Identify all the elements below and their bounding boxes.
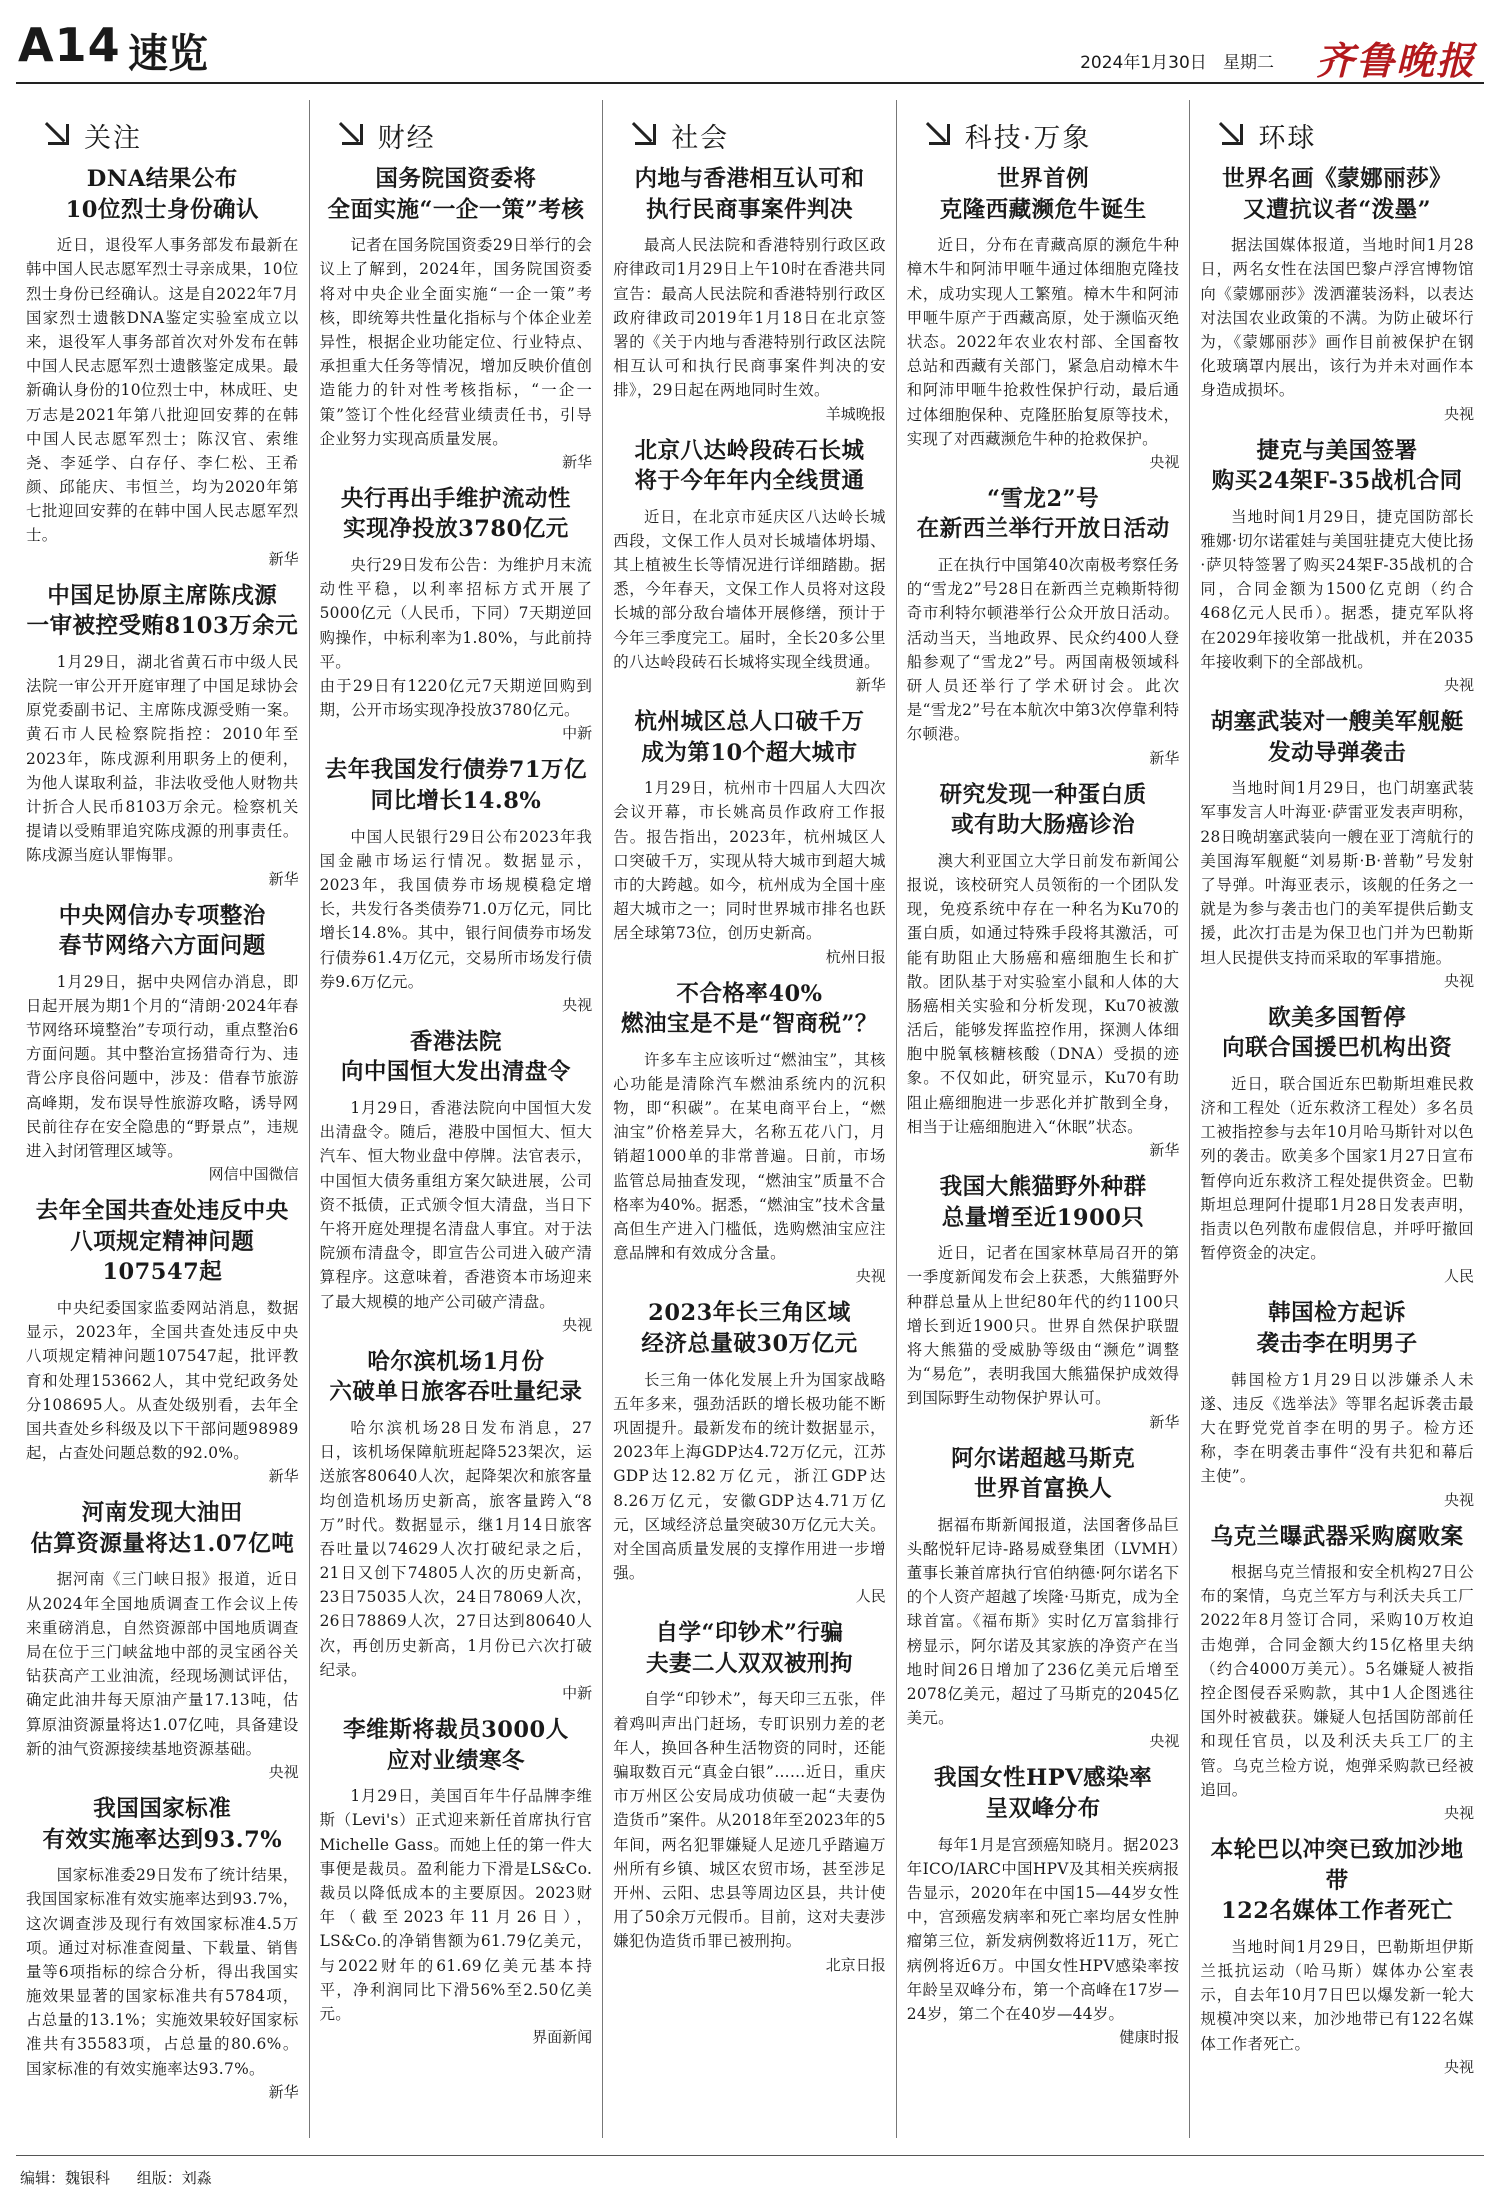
arrow-down-right-icon [338,120,368,150]
article-headline: 不合格率40% 燃油宝是不是“智商税”？ [621,980,878,1038]
article [320,484,593,744]
article [26,1196,299,1486]
article-headline: 欧美多国暂停 向联合国援巴机构出资 [1222,1004,1453,1062]
article-body: 据福布斯新闻报道，法国奢侈品巨头酩悦轩尼诗-路易威登集团（LVMH）董事长兼首席执行官伯纳德·阿尔诺名下的个人资产超越了埃隆·马斯克，成为全球首富。《福布斯》实时亿万富翁排行榜显示，阿尔诺及其家族的净资产在当地时间26日增加了236亿美元后增至2078亿美元，超过了马斯克的2045亿美元。 [906,1515,1180,1728]
article-source: 健康时报 [1119,2028,1180,2047]
weekday: 星期二 [1223,53,1274,73]
article-source: 央视 [1149,1732,1180,1751]
article-source: 新华 [268,869,299,888]
article-source: 网信中国微信 [208,1165,299,1184]
article-source: 央视 [1443,404,1474,423]
section-title: 财经 [377,122,436,154]
article-headline: 我国国家标准 有效实施率达到93.7% [42,1795,283,1853]
column-society [603,100,897,2138]
top-divider [16,82,1484,84]
masthead [16,8,1484,92]
article-headline: 去年我国发行债券71万亿 同比增长14.8% [324,757,588,814]
article [26,164,299,569]
section-title: 社会 [671,122,730,154]
article-headline: 李维斯将裁员3000人 应对业绩寒冬 [343,1717,569,1774]
article-body: 自学“印钞术”，每天印三五张，伴着鸡叫声出门赶场，专盯识别力差的老年人，换回各种生活物资的同时，还能骗取数百元“真金白银”……近日，重庆市万州区公安局成功侦破一起“夫妻伪造货币”案件。从2018年至2023年的5年间，两名犯罪嫌疑人足迹几乎踏遍万州所有乡镇、城区农贸市场，甚至涉足开州、云阳、忠县等周边区县，共计使用了50余万元假币。目前，这对夫妻涉嫌犯伪造货币罪已被刑拘。 [613,1690,886,1951]
article-source: 央视 [855,1267,886,1286]
arrow-down-right-icon [1218,120,1248,150]
article-body: 根据乌克兰情报和安全机构27日公布的案情，乌克兰军方与利沃夫兵工厂2022年8月签订合同，采购10万枚迫击炮弹，合同金额大约15亿格里夫纳（约合4000万美元）。5名嫌疑人被指控企图侵吞采购款，其中1人企图逃往国外时被截获。嫌疑人包括国防部前任和现任官员，以及利沃夫兵工厂的主管。乌克兰检方说，炮弹采购款已经被追回。 [1200,1563,1474,1799]
article-headline: 胡塞武装对一艘美军舰艇 发动导弹袭击 [1210,709,1464,766]
article-body: 中国人民银行29日公布2023年我国金融市场运行情况。数据显示，2023年，我国债券市场规模稳定增长，共发行各类债券71.0万亿元，同比增长14.8%。其中，银行间债券市场发行债券61.4万亿元，交易所市场发行债券9.6万亿元。 [319,827,593,991]
article [613,1618,886,1974]
article [613,436,886,696]
page-number: A14 [18,18,121,72]
article-source: 界面新闻 [532,2028,593,2047]
article-body: 每年1月是宫颈癌知晓月。据2023年ICO/IARC中国HPV及其相关疾病报告显示，2020年在中国15—44岁女性中，宫颈癌发病率和死亡率均居女性肿瘤第三位，新发病例数将近11万，死亡病例将近6万。中国女性HPV感染率按年龄呈双峰分布，第一个高峰在17岁—24岁，第二个在40岁—44岁。 [906,1835,1180,2023]
article-body: 1月29日，湖北省黄石市中级人民法院一审公开开庭审理了中国足球协会原党委副书记、主席陈戌源受贿一案。黄石市人民检察院指控：2010年至2023年，陈戌源利用职务上的便利，为他人谋取利益，非法收受他人财物共计折合人民币8103万余元。检察机关提请以受贿罪追究陈戌源的刑事责任。陈戌源当庭认罪悔罪。 [26,652,299,865]
article-headline: 国务院国资委将 全面实施“一企一策”考核 [327,166,585,223]
arrow-down-right-icon [44,120,74,150]
arrow-down-right-icon [631,120,661,150]
article-source: 新华 [1149,748,1180,767]
date-line [1080,48,1274,73]
article-source: 人民 [855,1587,886,1606]
article-headline: 央行再出手维护流动性 实现净投放3780亿元 [340,485,571,543]
article-headline: 本轮巴以冲突已致加沙地带 122名媒体工作者死亡 [1210,1836,1464,1925]
article-body: 近日，分布在青藏高原的濒危牛种樟木牛和阿沛甲咂牛通过体细胞克隆技术，成功实现人工繁殖。樟木牛和阿沛甲咂牛原产于西藏高原，处于濒临灭绝状态。2022年农业农村部、全国畜牧总站和西藏有关部门，紧急启动樟木牛和阿沛甲咂牛抢救性保护行动，最后通过体细胞保种、克隆胚胎复原等技术，实现了对西藏濒危牛种的抢救保护。 [906,236,1180,448]
article-body: 央行29日发布公告：为维护月末流动性平稳，以利率招标方式开展了5000亿元（人民币，下同）7天期逆回购操作，中标利率为1.80%，与此前持平。 由于29日有1220亿元7天期逆回购到期，公开市场实现净投放3780亿元。 [319,556,593,720]
article-headline: “雪龙2”号 在新西兰举行开放日活动 [916,485,1170,543]
columns-container [16,100,1484,2138]
section-header [26,110,299,160]
article-body: 当地时间1月29日，也门胡塞武装军事发言人叶海亚·萨雷亚发表声明称，28日晚胡塞武装向一艘在亚丁湾航行的美国海军舰艇“刘易斯·B·普勒”号发射了导弹。叶海亚表示，该舰的任务之一就是为参与袭击也门的美军提供后勤支援，此次打击是为保卫也门并为巴勒斯坦人民提供支持而采取的军事措施。 [1200,779,1474,967]
arrow-down-right-icon [925,120,955,150]
article [907,164,1180,472]
article-source: 新华 [855,676,886,694]
article [1200,1835,1474,2077]
article [613,1298,886,1606]
article [320,164,593,472]
article-source: 央视 [1149,452,1180,471]
article-source: 新华 [268,1467,299,1486]
article [320,1347,593,1703]
article-headline: 研究发现一种蛋白质 或有助大肠癌诊治 [939,781,1147,839]
article-headline: 阿尔诺超越马斯克 世界首富换人 [951,1445,1136,1503]
article [26,581,299,889]
article [613,707,886,967]
article-source: 央视 [1443,676,1474,694]
section-header [320,110,593,160]
article [1200,1003,1474,1287]
article-headline: 内地与香港相互认可和 执行民商事案件判决 [634,166,865,223]
article-source: 人民 [1443,1267,1474,1286]
article-body: 长三角一体化发展上升为国家战略五年多来，强劲活跃的增长极功能不断巩固提升。最新发布的统计数据显示，2023年上海GDP达4.72万亿元，江苏GDP达12.82万亿元，浙江GDP达8.26万亿元，安徽GDP达4.71万亿元，区域经济总量突破30万亿元大关。对全国高质量发展的支撑作用进一步增强。 [613,1370,886,1583]
section-header [1200,110,1474,160]
article-body: 当地时间1月29日，巴勒斯坦伊斯兰抵抗运动（哈马斯）媒体办公室表示，自去年10月7日巴以爆发新一轮大规模冲突以来，加沙地带已有122名媒体工作者死亡。 [1200,1937,1474,2053]
article-headline: DNA结果公布 10位烈士身份确认 [65,166,259,223]
article-body: 正在执行中国第40次南极考察任务的“雪龙2”号28日在新西兰克赖斯特彻奇市利特尔顿港举行公众开放日活动。活动当天，当地政界、民众约400人登船参观了“雪龙2”号。两国南极领域科研人员还举行了学术研讨会。此次是“雪龙2”号在本航次中第3次停靠利特尔顿港。 [906,556,1180,744]
article-body: 近日，记者在国家林草局召开的第一季度新闻发布会上获悉，大熊猫野外种群总量从上世纪80年代的约1100只增长到近1900只。世界自然保护联盟将大熊猫的受威胁等级由“濒危”调整为“易危”，表明我国大熊猫保护成效得到国际野生动物保护界认可。 [906,1244,1180,1408]
section-title: 关注 [84,122,142,154]
article-body: 据河南《三门峡日报》报道，近日从2024年全国地质调查工作会议上传来重磅消息，自然资源部中国地质调查局在位于三门峡盆地中部的灵宝函谷关钻获高产工业油流，经现场测试评估，确定此油井每天原油产量17.13吨，估算原油资源量将达1.07亿吨，具备建设新的油气资源接续基地资源基础。 [26,1570,299,1758]
article [320,755,593,1015]
article-headline: 世界名画《蒙娜丽莎》 又遭抗议者“泼墨” [1222,166,1453,223]
date: 2024年1月30日 [1080,53,1207,73]
column-finance [310,100,604,2138]
article-source: 新华 [1149,1412,1180,1431]
article-body: 近日，在北京市延庆区八达岭长城西段，文保工作人员对长城墙体坍塌、其上植被生长等情况进行详细踏勘。据悉，今年春天，文保工作人员将对这段长城的部分敌台墙体开展修缮，预计于今年三季度完工。届时，全长20多公里的八达岭段砖石长城将实现全线贯通。 [613,507,886,671]
section-header [613,110,886,160]
article-source: 北京日报 [825,1955,886,1974]
article-body: 记者在国务院国资委29日举行的会议上了解到，2024年，国务院国资委将对中央企业全面实施“一企一策”考核，即统筹共性量化指标与个体企业差异性，根据企业功能定位、行业特点、承担重大任务等情况，增加反映价值创造能力的针对性考核指标，“一企一策”签订个性化经营业绩责任书，引导企业努力实现高质量发展。 [319,236,593,448]
article-headline: 香港法院 向中国恒大发出清盘令 [340,1028,571,1086]
layout-credit: 组版：刘淼 [136,2169,212,2187]
article-body: 1月29日，美国百年牛仔品牌李维斯（Levi's）正式迎来新任首席执行官Michelle Gass。而她上任的第一件大事便是裁员。盈利能力下滑是LS&Co.裁员以降低成本的主要原因。2023财年（截至2023年11月26日），LS&Co.的净销售额为61.79亿美元，与2022财年的61.69亿美元基本持平，净利润同比下滑56%至2.50亿美元。 [319,1787,593,2023]
article-body: 韩国检方1月29日以涉嫌杀人未遂、违反《选举法》等罪名起诉袭击最大在野党党首李在明的男子。检方还称，李在明袭击事件“没有共犯和幕后主使”。 [1200,1370,1474,1486]
article-headline: 我国大熊猫野外种群 总量增至近1900只 [939,1174,1147,1231]
article-headline: 韩国检方起诉 袭击李在明男子 [1256,1300,1418,1357]
article-source: 央视 [562,1315,593,1334]
article-source: 央视 [1443,2057,1474,2076]
page-name: 速览 [128,31,208,77]
article [26,901,299,1185]
article-source: 中新 [562,724,593,743]
article-headline: 2023年长三角区域 经济总量破30万亿元 [641,1300,858,1357]
article-source: 新华 [268,2082,299,2101]
section-header [907,110,1180,160]
column-focus [16,100,310,2138]
article [1200,707,1474,991]
article-headline: 哈尔滨机场1月份 六破单日旅客吞吐量纪录 [329,1348,583,1406]
article [907,1444,1180,1752]
article [26,1498,299,1782]
section-title: 科技·万象 [964,122,1092,154]
article [907,484,1180,768]
article [320,1715,593,2047]
newspaper-logo: 齐鲁晚报 [1315,38,1476,83]
article-source: 羊城晚报 [825,404,886,423]
footer [20,2167,234,2188]
article-headline: 我国女性HPV感染率 呈双峰分布 [934,1765,1153,1822]
article [613,164,886,424]
article-body: 近日，退役军人事务部发布最新在韩中国人民志愿军烈士寻亲成果，10位烈士身份已经确认。这是自2022年7月国家烈士遗骸DNA鉴定实验室成立以来，退役军人事务部首次对外发布在韩中国人民志愿军烈士遗骸鉴定成果。最新确认身份的10位烈士中，林成旺、史万志是2021年第八批迎回安葬的在韩中国人民志愿军烈士；陈汉官、索维尧、李延学、白存仔、李仁松、王希颜、邱能庆、韦恒兰，均为2020年第七批迎回安葬的在韩中国人民志愿军烈士。 [26,236,299,545]
article-source: 新华 [268,549,299,568]
article [1200,1522,1474,1823]
column-technology [897,100,1191,2138]
article-body: 1月29日，据中央网信办消息，即日起开展为期1个月的“清朗·2024年春节网络环境整治”专项行动，重点整治6方面问题。其中整治宣扬猎奇行为、违背公序良俗问题中，涉及：借春节旅游高峰期，发布误导性旅游攻略，诱导网民前往存在安全隐患的“野景点”，违规进入封闭管理区域等。 [26,972,299,1160]
article-headline: 捷克与美国签署 购买24架F-35战机合同 [1211,437,1463,495]
article [26,1794,299,2102]
article-headline: 乌克兰曝武器采购腐败案 [1210,1523,1464,1550]
article-body: 国家标准委29日发布了统计结果，我国国家标准有效实施率达到93.7%，这次调查涉及现行有效国家标准4.5万项。通过对标准查阅量、下载量、销售量等6项指标的综合分析，得出我国实施效果显著的国家标准共有5784项，占总量的13.1%；实施效果较好国家标准共有35583项，占总量的80.6%。国家标准的有效实施率达93.7%。 [26,1866,299,2078]
article [1200,436,1474,696]
article-headline: 中央网信办专项整治 春节网络六方面问题 [58,902,266,960]
article-source: 杭州日报 [825,947,886,966]
article-source: 央视 [562,995,593,1014]
article-source: 央视 [1443,971,1474,990]
article-body: 当地时间1月29日，捷克国防部长雅娜·切尔诺霍娃与美国驻捷克大使比扬·萨贝特签署了购买24架F-35战机的合同，合同金额为1500亿克朗（约合468亿元人民币）。据悉，捷克军队将在2029年接收第一批战机，并在2035年接收剩下的全部战机。 [1200,507,1474,671]
article-body: 许多车主应该听过“燃油宝”，其核心功能是清除汽车燃油系统内的沉积物，即“积碳”。在某电商平台上，“燃油宝”价格差异大，名称五花八门，月销超1000单的非常普遍。日前，市场监管总局抽查发现，“燃油宝”质量不合格率为40%。据悉，“燃油宝”技术含量高但生产进入门槛低，选购燃油宝应注意品牌和有效成分含量。 [613,1050,886,1263]
bottom-divider [16,2155,1484,2156]
article [907,1763,1180,2047]
section-title: 环球 [1258,122,1317,154]
article-body: 澳大利亚国立大学日前发布新闻公报说，该校研究人员领衔的一个团队发现，免疫系统中存在一种名为Ku70的蛋白质，如通过特殊手段将其激活，可能有助阻止大肠癌和癌细胞生长和扩散。团队基于对实验室小鼠和人体的大肠癌相关实验和分析发现，Ku70被激活后，能够发挥监控作用，探测人体细胞中脱氧核糖核酸（DNA）受损的迹象。不仅如此，研究显示，Ku70有助阻止癌细胞进一步恶化并扩散到全身，相当于让癌细胞进入“休眠”状态。 [906,851,1180,1136]
article-headline: 世界首例 克隆西藏濒危牛诞生 [939,166,1147,223]
article [1200,164,1474,424]
article [907,780,1180,1160]
article-body: 1月29日，香港法院向中国恒大发出清盘令。随后，港股中国恒大、恒大汽车、恒大物业盘中停牌。法官表示，中国恒大债务重组方案欠缺进展，公司资不抵债，正式颁令恒大清盘，当日下午将开庭处理提名清盘人事宜。对于法院颁布清盘令，即宣告公司进入破产清算程序。这意味着，香港资本市场迎来了最大规模的地产公司破产清盘。 [319,1099,593,1311]
article [907,1172,1180,1432]
article-body: 近日，联合国近东巴勒斯坦难民救济和工程处（近东救济工程处）多名员工被指控参与去年10月哈马斯针对以色列的袭击。欧美多个国家1月27日宣布暂停向近东救济工程处提供资金。巴勒斯坦总理阿什提耶1月28日发表声明，指责以色列散布虚假信息，并呼吁撤回暂停资金的决定。 [1200,1074,1474,1263]
article-source: 央视 [1443,1490,1474,1509]
article-headline: 河南发现大油田 估算资源量将达1.07亿吨 [30,1500,295,1557]
article [320,1027,593,1335]
article-source: 新华 [562,452,593,471]
article-source: 中新 [562,1684,593,1702]
column-world [1190,100,1484,2138]
article-headline: 中国足协原主席陈戌源 一审被控受贿8103万余元 [26,582,299,640]
article-body: 最高人民法院和香港特别行政区政府律政司1月29日上午10时在香港共同宣告：最高人民法院和香港特别行政区政府律政司2019年1月18日在北京签署的《关于内地与香港特别行政区法院相互认可和执行民商事案件判决的安排》，29日起在两地同时生效。 [613,236,886,400]
article-headline: 杭州城区总人口破千万 成为第10个超大城市 [634,709,865,766]
article-source: 央视 [1443,1803,1474,1822]
article [613,979,886,1287]
article-body: 哈尔滨机场28日发布消息，27日，该机场保障航班起降523架次，运送旅客80640人次，起降架次和旅客量均创造机场历史新高，旅客量跨入“8万”时代。数据显示，继1月14日旅客吞吐量以74629人次打破纪录之后，21日又创下74805人次的历史新高，23日75035人次，24日78069人次，26日78869人次，27日达到80640人次，再创历史新高，1月份已六次打破纪录。 [319,1418,593,1679]
article-body: 1月29日，杭州市十四届人大四次会议开幕，市长姚高员作政府工作报告。报告指出，2023年，杭州城区人口突破千万，实现从特大城市到超大城市的大跨越。如今，杭州成为全国十座超大城市之一；同时世界城市排名也跃居全球第73位，创历史新高。 [613,779,886,943]
article-body: 据法国媒体报道，当地时间1月28日，两名女性在法国巴黎卢浮宫博物馆向《蒙娜丽莎》泼洒灌装汤料，以表达对法国农业政策的不满。为防止破坏行为，《蒙娜丽莎》画作目前被保护在钢化玻璃罩内展出，该行为并未对画作本身造成损坏。 [1200,236,1474,400]
article-source: 新华 [1149,1141,1180,1159]
editor-credit: 编辑：魏银科 [20,2169,111,2187]
article-headline: 自学“印钞术”行骗 夫妻二人双双被刑拘 [645,1620,853,1677]
article-headline: 去年全国共查处违反中央 八项规定精神问题107547起 [35,1198,289,1286]
article-body: 中央纪委国家监委网站消息，数据显示，2023年，全国共查处违反中央八项规定精神问题107547起，批评教育和处理153662人，其中党纪政务处分108695人。从查处级别看，去年全国共查处乡科级及以下干部问题98989起，占查处问题总数的92.0%。 [26,1298,299,1463]
article-source: 央视 [268,1762,299,1781]
article-headline: 北京八达岭段砖石长城 将于今年年内全线贯通 [634,437,865,495]
article [1200,1298,1474,1509]
